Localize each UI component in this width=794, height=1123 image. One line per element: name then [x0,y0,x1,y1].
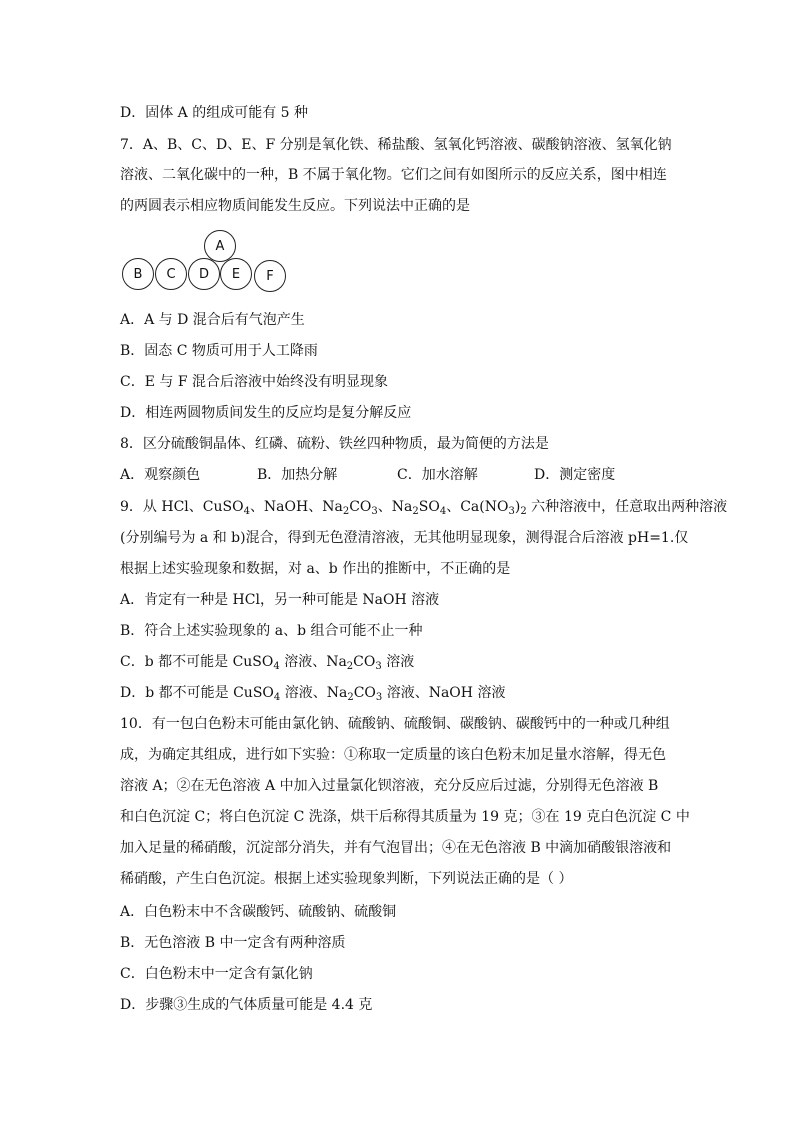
q10-stem-line-1: 10．有一包白色粉末可能由氯化钠、硫酸钠、硫酸铜、碳酸钠、碳酸钙中的一种或几种组 [120,716,670,732]
q10-stem-line-5: 加入足量的稀硝酸，沉淀部分消失，并有气泡冒出；④在无色溶液 B 中滴加硝酸银溶液和 [120,840,672,856]
q10-option-c: C．白色粉末中一定含有氯化钠 [120,966,313,982]
q7-option-b: B．固态 C 物质可用于人工降雨 [120,343,318,359]
reaction-circle-diagram [118,228,298,298]
q9-option-c: C．b 都不可能是 CuSO$_4$ 溶液、$Na_2CO_3$ 溶液 [120,654,415,672]
q9-option-a: A．肯定有一种是 HCl，另一种可能是 NaOH 溶液 [120,592,440,608]
q10-option-b: B．无色溶液 B 中一定含有两种溶质 [120,935,346,951]
q10-stem-line-4: 和白色沉淀 C；将白色沉淀 C 洗涤，烘干后称得其质量为 19 克；③在 19 克白色沉淀 C 中 [120,809,690,825]
q8-options-row [120,465,680,485]
q7-option-a: A．A 与 D 混合后有气泡产生 [120,312,305,328]
q7-option-c: C．E 与 F 混合后溶液中始终没有明显现象 [120,374,388,390]
circle-b: B [122,258,154,290]
q7-option-d: D．相连两圆物质间发生的反应均是复分解反应 [120,405,412,421]
q7-stem-line-1: 7．A、B、C、D、E、F 分别是氧化铁、稀盐酸、氢氧化钙溶液、碳酸钠溶液、氢氧化钠 [120,137,672,153]
q9-stem-line-2: (分别编号为 a 和 b)混合，得到无色澄清溶液，无其他明显现象，测得混合后溶液 pH=1.仅 [120,530,689,546]
q7-stem-line-3: 的两圆表示相应物质间能发生反应。下列说法中正确的是 [120,198,470,214]
circle-a: A [204,230,236,262]
q10-stem-line-3: 溶液 A；②在无色溶液 A 中加入过量氯化钡溶液，充分反应后过滤，分别得无色溶液 B [120,778,659,794]
q9-option-d: D．b 都不可能是 CuSO$_4$ 溶液、$Na_2CO_3$ 溶液、NaOH 溶液 [120,685,506,703]
circle-c: C [155,258,187,290]
q9-stem-line-1: 9．从 HCl、CuSO$_4$、NaOH、$Na_2CO_3$、$Na_2SO_4$、$Ca(NO_3)_2$ 六种溶液中，任意取出两种溶液 [120,499,728,517]
q9-option-b: B．符合上述实验现象的 a、b 组合可能不止一种 [120,623,423,639]
circle-e: E [220,258,252,290]
q8-option-c: C．加水溶解 [397,467,478,483]
q8-option-b: B．加热分解 [257,467,338,483]
q10-stem-line-2: 成，为确定其组成，进行如下实验：①称取一定质量的该白色粉末加足量水溶解，得无色 [120,747,666,763]
circle-f: F [254,260,286,292]
circle-d: D [188,258,220,290]
q7-stem-line-2: 溶液、二氧化碳中的一种，B 不属于氧化物。它们之间有如图所示的反应关系，图中相连 [120,167,667,183]
q6-option-d: D．固体 A 的组成可能有 5 种 [120,105,309,121]
q8-option-a: A．观察颜色 [120,467,201,483]
q9-stem-line-3: 根据上述实验现象和数据，对 a、b 作出的推断中，不正确的是 [120,561,511,577]
q8-stem: 8．区分硫酸铜晶体、红磷、硫粉、铁丝四种物质，最为简便的方法是 [120,436,549,452]
q8-option-d: D．测定密度 [534,467,616,483]
q10-option-a: A．白色粉末中不含碳酸钙、硫酸钠、硫酸铜 [120,904,397,920]
q10-option-d: D．步骤③生成的气体质量可能是 4.4 克 [120,997,373,1013]
q10-stem-line-6: 稀硝酸，产生白色沉淀。根据上述实验现象判断，下列说法正确的是（ ） [120,871,573,887]
